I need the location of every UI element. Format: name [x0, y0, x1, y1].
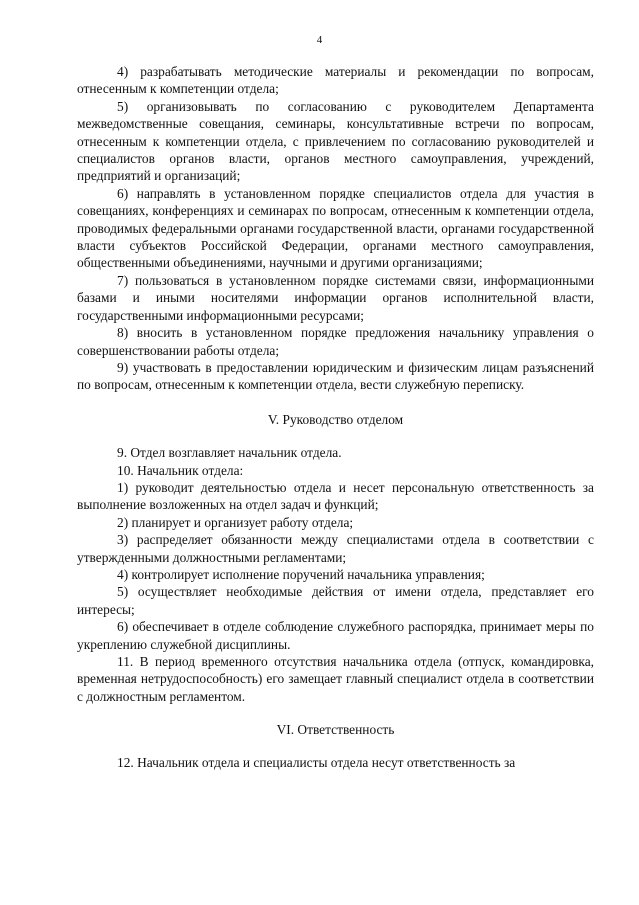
section-heading-responsibility: VI. Ответственность — [276, 722, 395, 738]
paragraph-right-6: 6) направлять в установленном порядке специалистов отдела для участия в совещаниях, конференциях и семинарах по вопросам, отнесенным к компетенции отдела, проводимых федеральными органами государственной власти, органами государственной власти субъектов Российской Федерации, органами местного самоуправления, общественными объединениями, научными и другими организациями; — [77, 185, 594, 271]
page-number: 4 — [316, 34, 323, 46]
paragraph-10-4: 4) контролирует исполнение поручений начальника управления; — [117, 566, 485, 582]
paragraph-10: 10. Начальник отдела: — [117, 462, 244, 478]
section-heading-management: V. Руководство отделом — [267, 411, 404, 427]
paragraph-right-5: 5) организовывать по согласованию с руководителем Департамента межведомственные совещания, семинары, консультативные встречи по вопросам, отнесенным к компетенции отдела, с привлечением по согласованию руководителей и специалистов органов власти, органов местного самоуправления, учреждений, предприятий и организаций; — [77, 98, 594, 184]
paragraph-right-8: 8) вносить в установленном порядке предложения начальнику управления о совершенствовании работы отдела; — [77, 325, 594, 358]
paragraph-10-2: 2) планирует и организует работу отдела; — [117, 514, 354, 530]
paragraph-11: 11. В период временного отсутствия начальника отдела (отпуск, командировка, временная нетрудоспособность) его замещает главный специалист отдела в соответствии с должностным регламентом. — [77, 654, 594, 704]
paragraph-right-9: 9) участвовать в предоставлении юридическим и физическим лицам разъяснений по вопросам, отнесенным к компетенции отдела, вести служебную переписку. — [77, 359, 594, 393]
document-body — [77, 63, 594, 771]
paragraph-10-5: 5) осуществляет необходимые действия от имени отдела, представляет его интересы; — [77, 584, 594, 617]
paragraph-10-1: 1) руководит деятельностью отдела и несет персональную ответственность за выполнение возложенных на отдел задач и функций; — [77, 479, 594, 513]
paragraph-12: 12. Начальник отдела и специалисты отдела несут ответственность за — [117, 754, 516, 770]
paragraph-10-6: 6) обеспечивает в отделе соблюдение служебного распорядка, принимает меры по укреплению служебной дисциплины. — [77, 619, 594, 652]
paragraph-right-4: 4) разрабатывать методические материалы и рекомендации по вопросам, отнесенным к компетенции отдела; — [77, 64, 594, 97]
paragraph-10-3: 3) распределяет обязанности между специалистами отдела в соответствии с утвержденными должностными регламентами; — [77, 532, 594, 565]
paragraph-right-7: 7) пользоваться в установленном порядке системами связи, информационными базами и иными носителями информации органов исполнительной власти, государственными информационными ресурсами; — [77, 272, 594, 323]
paragraph-9: 9. Отдел возглавляет начальник отдела. — [117, 445, 342, 461]
